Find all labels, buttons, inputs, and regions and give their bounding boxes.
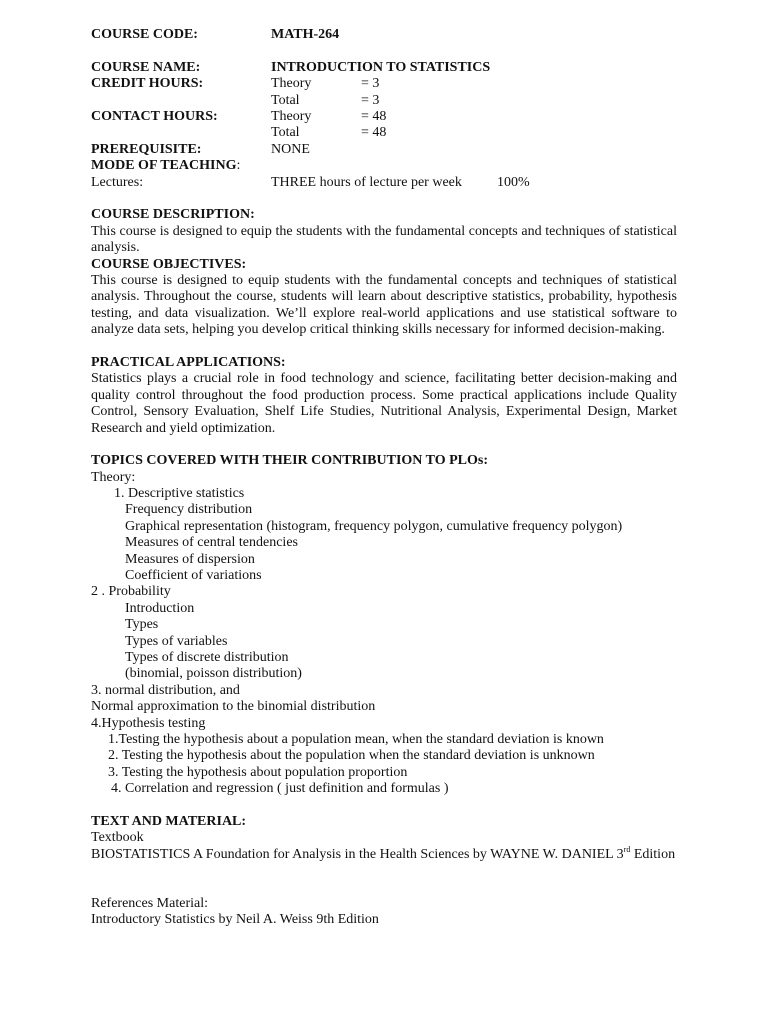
credit-total-value: = 3 xyxy=(361,92,380,108)
topic-4-title: 4.Hypothesis testing xyxy=(91,715,206,731)
credit-hours-label: CREDIT HOURS: xyxy=(91,76,204,92)
course-code-value: MATH-264 xyxy=(271,27,340,42)
course-code-row xyxy=(91,27,677,43)
course-code-label: COURSE CODE: xyxy=(91,27,198,42)
lectures-label: Lectures: xyxy=(91,174,144,190)
topic-2-item: Introduction xyxy=(125,600,195,616)
textbook-edition-word: Edition xyxy=(630,846,676,862)
topic-3-line-1: 3. normal distribution, and xyxy=(91,682,240,698)
topic-4-item: 1.Testing the hypothesis about a population mean, when the standard deviation is known xyxy=(108,731,604,747)
contact-theory-label: Theory xyxy=(271,108,312,124)
textbook-entry xyxy=(91,844,677,863)
contact-hours-row-theory xyxy=(91,109,677,125)
lectures-row xyxy=(91,175,677,191)
text-material-heading: TEXT AND MATERIAL: xyxy=(91,813,247,829)
course-objectives-text: This course is designed to equip students with the fundamental concepts and techniques of statistical analysis. Throughout the course, students will learn about descriptive statistics, probability, hypothesis testing, and data visualization. We’ll explore real-world applications and use statistical software to analyze data sets, helping you develop critical thinking skills necessary for informed decision-making. xyxy=(91,272,677,338)
credit-theory-value: = 3 xyxy=(361,76,380,92)
topic-2-item: Types of discrete distribution xyxy=(125,650,289,665)
topics-heading: TOPICS COVERED WITH THEIR CONTRIBUTION TO PLOs: xyxy=(91,453,489,469)
mode-of-teaching-colon: : xyxy=(236,158,241,174)
course-description-heading: COURSE DESCRIPTION: xyxy=(91,207,255,223)
topic-1-item: Graphical representation (histogram, frequency polygon, cumulative frequency polygon) xyxy=(125,518,623,534)
topic-4-item: 3. Testing the hypothesis about population proportion xyxy=(108,764,408,780)
course-name-value: INTRODUCTION TO STATISTICS xyxy=(271,59,491,75)
references-label: References Material: xyxy=(91,895,208,911)
contact-total-value: = 48 xyxy=(361,125,387,141)
topics-theory-label: Theory: xyxy=(91,469,136,485)
credit-theory-label: Theory xyxy=(271,76,312,92)
prerequisite-value: NONE xyxy=(271,141,310,157)
prerequisite-label: PREREQUISITE: xyxy=(91,141,202,157)
contact-theory-value: = 48 xyxy=(361,108,387,124)
course-objectives-heading: COURSE OBJECTIVES: xyxy=(91,256,247,272)
topic-4-item: 4. Correlation and regression ( just definition and formulas ) xyxy=(111,781,449,797)
contact-hours-row-total xyxy=(91,125,677,141)
contact-hours-label: CONTACT HOURS: xyxy=(91,108,218,124)
textbook-edition-suffix: rd xyxy=(623,844,631,854)
course-name-label: COURSE NAME: xyxy=(91,59,201,75)
credit-hours-row-total xyxy=(91,93,677,109)
topic-1-item: Frequency distribution xyxy=(125,502,253,518)
contact-total-label: Total xyxy=(271,125,300,141)
reference-entry: Introductory Statistics by Neil A. Weiss 9th Edition xyxy=(91,912,379,928)
mode-of-teaching-label-text: MODE OF TEACHING xyxy=(91,158,237,174)
lectures-value: THREE hours of lecture per week xyxy=(271,174,462,190)
topic-4-item: 2. Testing the hypothesis about the population when the standard deviation is unknown xyxy=(108,748,595,764)
course-description-text: This course is designed to equip the students with the fundamental concepts and techniques of statistical analysis. xyxy=(91,223,677,256)
course-name-row xyxy=(91,60,677,76)
textbook-title: BIOSTATISTICS A Foundation for Analysis in the Health Sciences by WAYNE W. DANIEL 3 xyxy=(91,846,624,862)
topic-2-item: Types xyxy=(125,617,159,633)
topic-1-item: Measures of dispersion xyxy=(125,551,255,567)
topic-2-item: Types of variables xyxy=(125,633,228,649)
topic-1-item: Measures of central tendencies xyxy=(125,535,298,551)
textbook-label: Textbook xyxy=(91,830,144,846)
topic-1-item: Coefficient of variations xyxy=(125,568,262,584)
topic-2-item: (binomial, poisson distribution) xyxy=(125,666,302,682)
topic-2-title: 2 . Probability xyxy=(91,584,171,600)
lectures-percent: 100% xyxy=(497,174,530,190)
credit-hours-row-theory xyxy=(91,76,677,92)
prerequisite-row xyxy=(91,142,677,158)
practical-applications-heading: PRACTICAL APPLICATIONS: xyxy=(91,354,286,370)
topic-1-title: 1. Descriptive statistics xyxy=(114,486,245,502)
mode-of-teaching-label xyxy=(91,158,240,174)
credit-total-label: Total xyxy=(271,92,300,108)
mode-of-teaching-row xyxy=(91,158,677,174)
course-outline-page xyxy=(91,27,677,929)
topic-3-line-2: Normal approximation to the binomial distribution xyxy=(91,699,376,715)
practical-applications-text: Statistics plays a crucial role in food technology and science, facilitating better decision-making and quality control throughout the food production process. Some practical applications include Quality Control, Sensory Evaluation, Shelf Life Studies, Nutritional Analysis, Experimental Design, Market Research and yield optimization. xyxy=(91,371,677,436)
